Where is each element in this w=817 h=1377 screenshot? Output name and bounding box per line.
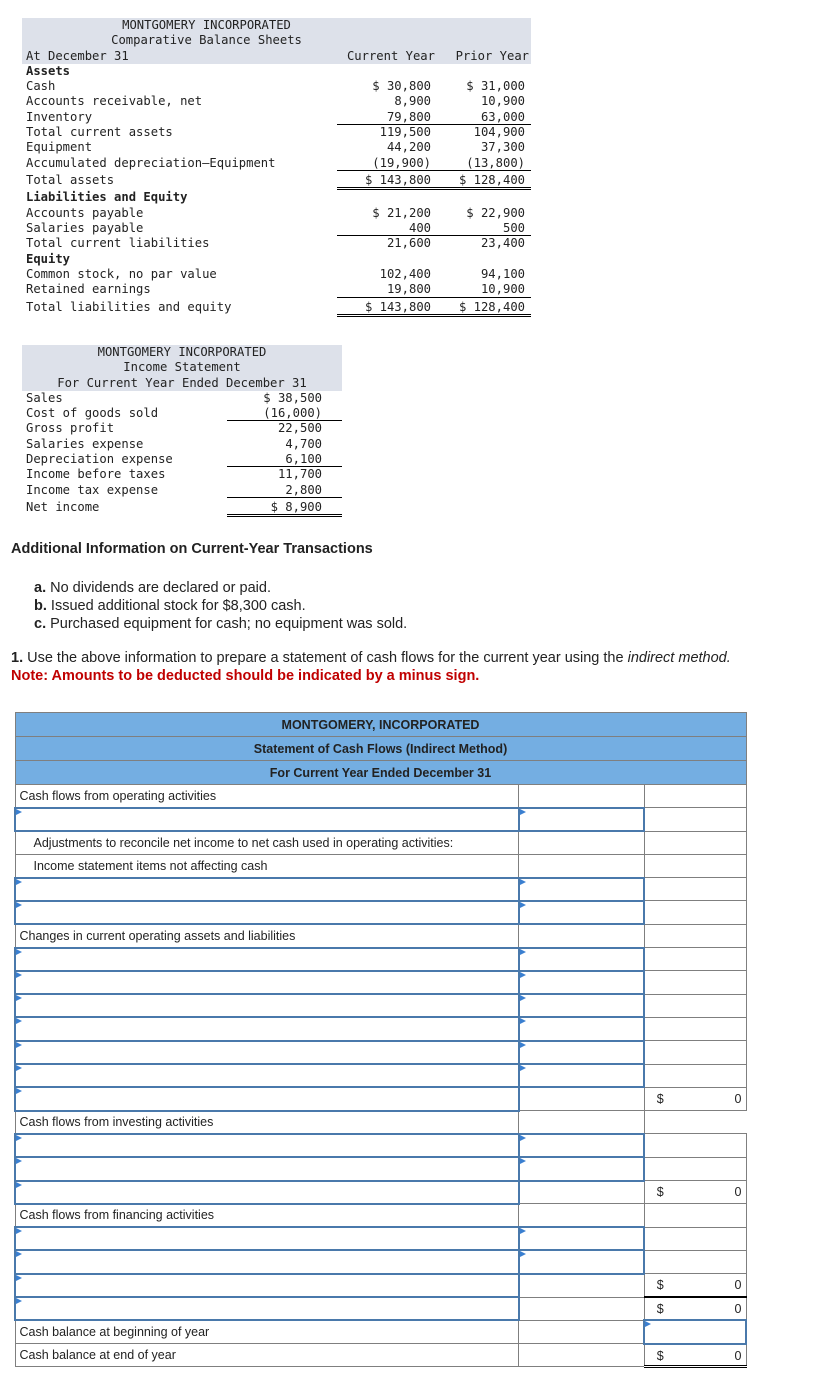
- cf-header-title: Statement of Cash Flows (Indirect Method): [15, 737, 746, 761]
- cf-changes-label-input[interactable]: [15, 1017, 519, 1040]
- bs-row-total-assets: Total assets $ 143,800 $ 128,400: [22, 171, 531, 191]
- cash-flow-statement: [14, 712, 747, 1368]
- bs-assets-heading: Assets: [26, 63, 71, 78]
- is-row-net-income: Net income $ 8,900: [22, 498, 342, 518]
- is-row: Cost of goods sold (16,000): [22, 406, 342, 421]
- is-row: Gross profit 22,500: [26, 421, 322, 436]
- is-title: Income Statement: [123, 360, 241, 375]
- cf-investing-total-label-input[interactable]: [15, 1181, 519, 1204]
- is-company: MONTGOMERY INCORPORATED: [97, 345, 267, 359]
- cf-noncash-label-input[interactable]: [15, 878, 519, 901]
- additional-info-item: b. Issued additional stock for $8,300 cash.: [34, 598, 306, 614]
- cf-adjustments-label: Adjustments to reconcile net income to net cash used in operating activities:: [15, 831, 519, 854]
- cf-changes-amount-input[interactable]: [519, 1064, 645, 1087]
- cf-changes-amount-input[interactable]: [519, 994, 645, 1017]
- cf-changes-amount-input[interactable]: [519, 1017, 645, 1040]
- question-emphasis: indirect method.: [627, 650, 731, 666]
- bs-row: Retained earnings 19,800 10,900: [22, 282, 531, 297]
- cf-operating-label-input[interactable]: [15, 808, 519, 831]
- additional-info-list: [34, 579, 407, 633]
- income-statement: [22, 345, 342, 517]
- cf-operating-total-label-input[interactable]: [15, 1087, 519, 1110]
- cf-financing-amount-input[interactable]: [519, 1250, 645, 1273]
- cf-net-change-total: $ 0: [644, 1297, 746, 1320]
- question-text: Use the above information to prepare a statement of cash flows for the current year using the: [23, 650, 628, 666]
- balance-sheet: [22, 18, 531, 317]
- bs-row: Cash $ 30,800 $ 31,000: [26, 79, 525, 94]
- cf-changes-label-input[interactable]: [15, 1041, 519, 1064]
- cf-changes-label: Changes in current operating assets and liabilities: [15, 924, 519, 947]
- bs-row: Common stock, no par value 102,400 94,100: [26, 266, 525, 281]
- bs-row: Inventory 79,800 63,000: [22, 110, 531, 125]
- cf-changes-label-input[interactable]: [15, 994, 519, 1017]
- cf-changes-amount-input[interactable]: [519, 1041, 645, 1064]
- bs-row: Total current liabilities 21,600 23,400: [26, 236, 525, 251]
- cf-investing-label: Cash flows from investing activities: [15, 1111, 519, 1134]
- is-row: Income before taxes 11,700: [26, 467, 322, 482]
- cf-changes-label-input[interactable]: [15, 948, 519, 971]
- cf-financing-total-label-input[interactable]: [15, 1274, 519, 1297]
- bs-col-current: Current Year: [346, 48, 435, 63]
- cf-ending-total: $ 0: [644, 1344, 746, 1367]
- bs-row: Total current assets 119,500 104,900: [26, 125, 525, 140]
- cf-header-company: MONTGOMERY, INCORPORATED: [15, 713, 746, 737]
- cf-financing-total: $ 0: [644, 1274, 746, 1297]
- is-row: Depreciation expense 6,100: [22, 452, 342, 467]
- bs-liab-heading: Liabilities and Equity: [26, 190, 188, 205]
- cf-financing-label-input[interactable]: [15, 1250, 519, 1273]
- bs-col-prior: Prior Year: [455, 48, 529, 63]
- cf-changes-amount-input[interactable]: [519, 948, 645, 971]
- cf-operating-amount-input[interactable]: [519, 808, 645, 831]
- is-row: Salaries expense 4,700: [26, 436, 322, 451]
- question: [11, 649, 731, 685]
- is-period: For Current Year Ended December 31: [57, 375, 307, 390]
- bs-equity-heading: Equity: [26, 251, 71, 266]
- question-note: Note: Amounts to be deducted should be indicated by a minus sign.: [11, 668, 480, 684]
- cf-ending-label: Cash balance at end of year: [15, 1344, 519, 1367]
- cf-changes-amount-input[interactable]: [519, 971, 645, 994]
- cf-beginning-label: Cash balance at beginning of year: [15, 1320, 519, 1343]
- bs-date-label: At December 31: [26, 48, 129, 63]
- cf-investing-label-input[interactable]: [15, 1134, 519, 1157]
- bs-row: Accumulated depreciation—Equipment (19,900) (13,800): [22, 156, 531, 171]
- bs-company: MONTGOMERY INCORPORATED: [122, 18, 291, 32]
- bs-row: Salaries payable 400 500: [22, 221, 531, 236]
- additional-info-item: a. No dividends are declared or paid.: [34, 580, 271, 596]
- additional-info-title: Additional Information on Current-Year Transactions: [11, 541, 373, 557]
- bs-row: Accounts receivable, net 8,900 10,900: [26, 94, 525, 109]
- cf-financing-amount-input[interactable]: [519, 1227, 645, 1250]
- cf-investing-amount-input[interactable]: [519, 1134, 645, 1157]
- cf-investing-total: $ 0: [644, 1181, 746, 1204]
- cf-net-change-label-input[interactable]: [15, 1297, 519, 1320]
- cf-operating-label: Cash flows from operating activities: [15, 785, 519, 808]
- additional-info-item: c. Purchased equipment for cash; no equipment was sold.: [34, 616, 408, 632]
- cf-noncash-label-input[interactable]: [15, 901, 519, 924]
- cf-header-period: For Current Year Ended December 31: [15, 761, 746, 785]
- cf-noncash-label: Income statement items not affecting cash: [15, 854, 519, 877]
- cf-changes-label-input[interactable]: [15, 971, 519, 994]
- cf-investing-amount-input[interactable]: [519, 1157, 645, 1180]
- cf-financing-label: Cash flows from financing activities: [15, 1204, 519, 1227]
- bs-row: Accounts payable $ 21,200 $ 22,900: [26, 205, 525, 220]
- is-row: Sales $ 38,500: [26, 390, 322, 405]
- cf-noncash-amount-input[interactable]: [519, 878, 645, 901]
- bs-row: Equipment 44,200 37,300: [26, 140, 525, 155]
- cf-beginning-cash-input[interactable]: [644, 1320, 746, 1343]
- cf-financing-label-input[interactable]: [15, 1227, 519, 1250]
- cf-investing-label-input[interactable]: [15, 1157, 519, 1180]
- question-number: 1.: [11, 650, 24, 666]
- cf-operating-total: $ 0: [644, 1087, 746, 1110]
- is-row: Income tax expense 2,800: [22, 483, 342, 498]
- cf-noncash-amount-input[interactable]: [519, 901, 645, 924]
- cf-changes-label-input[interactable]: [15, 1064, 519, 1087]
- bs-row-total-liab-equity: Total liabilities and equity $ 143,800 $ 128,400: [22, 298, 531, 318]
- bs-title: Comparative Balance Sheets: [111, 33, 302, 48]
